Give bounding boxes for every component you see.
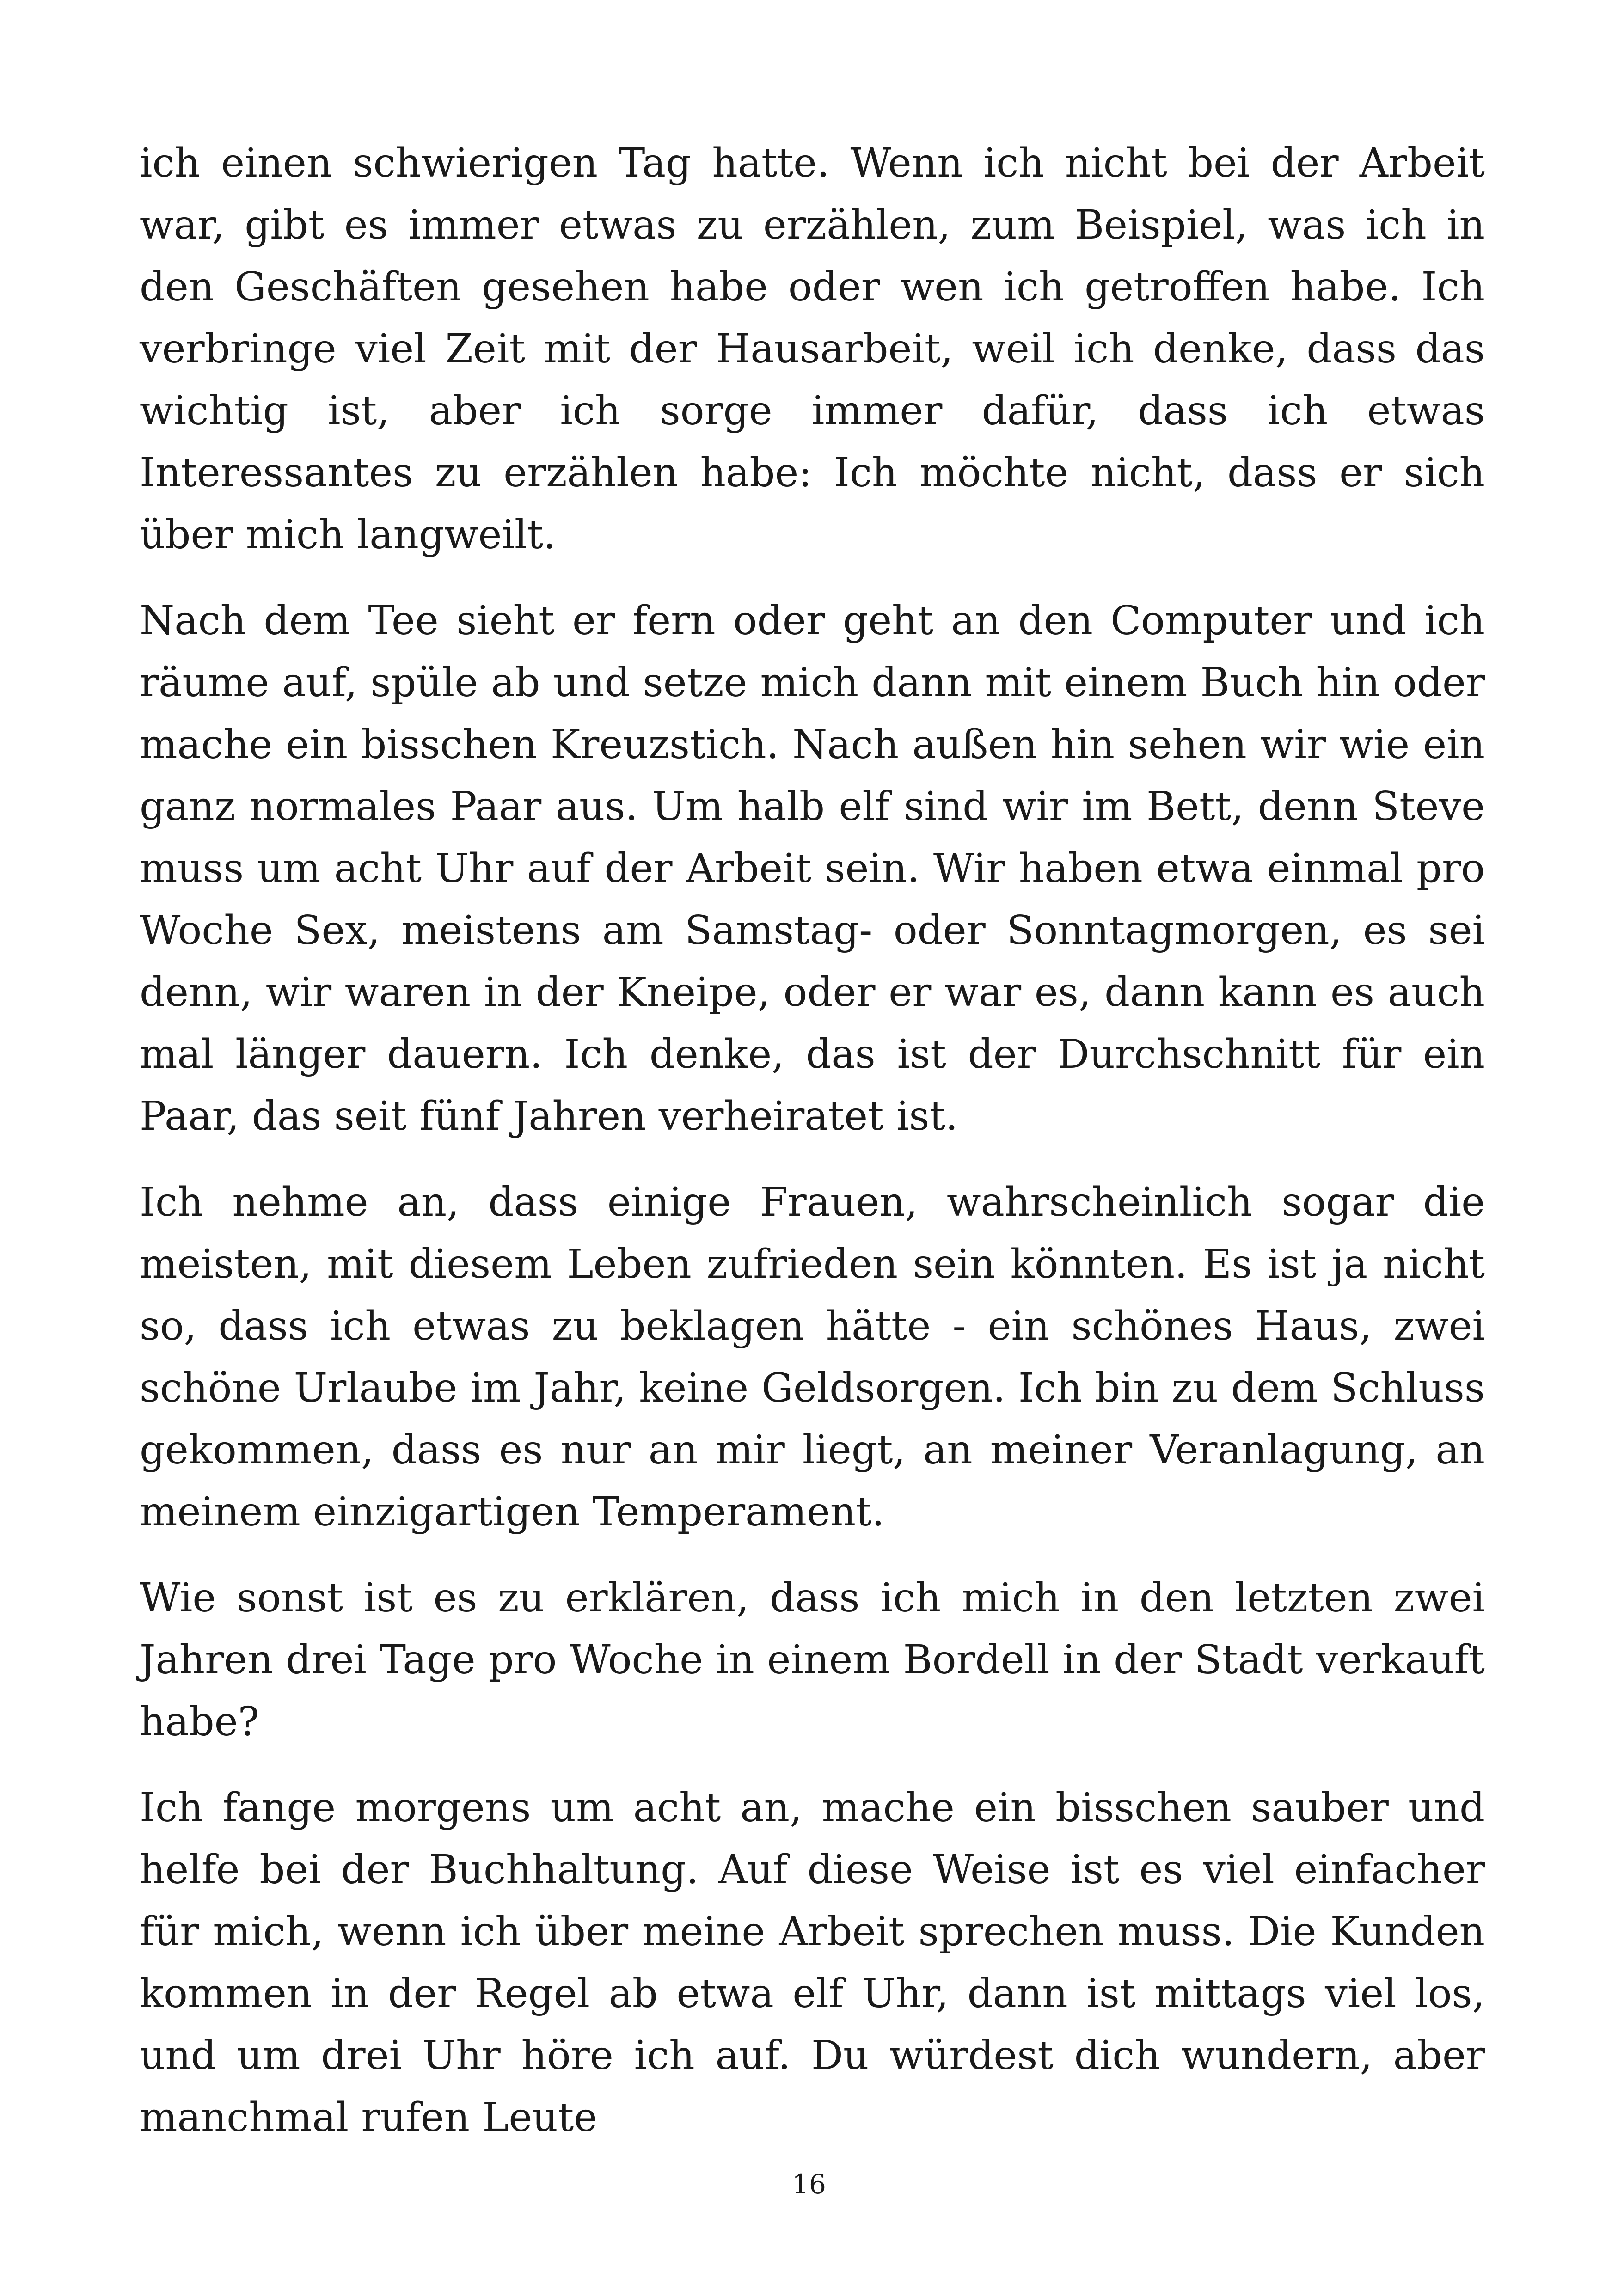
- paragraph-5: Ich fange morgens um acht an, mache ein bisschen sauber und helfe bei der Buchhaltung. Auf diese Weise ist es viel einfacher für mich, wenn ich über meine Arbeit sprechen muss. Die Kunden kommen in der Regel ab etwa elf Uhr, dann ist mittags viel los, und um drei Uhr höre ich auf. Du würdest dich wundern, aber manchmal rufen Leute: [140, 1785, 1485, 2141]
- paragraph-1: ich einen schwierigen Tag hatte. Wenn ich nicht bei der Arbeit war, gibt es immer etwas zu erzählen, zum Beispiel, was ich in den Geschäften gesehen habe oder wen ich getroffen habe. Ich verbringe viel Zeit mit der Hausarbeit, weil ich denke, dass das wichtig ist, aber ich sorge immer dafür, dass ich etwas Interessantes zu erzählen habe: Ich möchte nicht, dass er sich über mich langweilt.: [140, 140, 1485, 558]
- paragraph-3: Ich nehme an, dass einige Frauen, wahrscheinlich sogar die meisten, mit diesem Leben zufrieden sein könnten. Es ist ja nicht so, dass ich etwas zu beklagen hätte - ein schönes Haus, zwei schöne Urlaube im Jahr, keine Geldsorgen. Ich bin zu dem Schluss gekommen, dass es nur an mir liegt, an meiner Veranlagung, an meinem einzigartigen Temperament.: [140, 1179, 1485, 1535]
- page-number: 16: [792, 2168, 826, 2200]
- paragraph-4: Wie sonst ist es zu erklären, dass ich mich in den letzten zwei Jahren drei Tage pro Woche in einem Bordell in der Stadt verkauft habe?: [140, 1575, 1485, 1745]
- body-text: [140, 132, 1485, 2173]
- paragraph-2: Nach dem Tee sieht er fern oder geht an den Computer und ich räume auf, spüle ab und setze mich dann mit einem Buch hin oder mache ein bisschen Kreuzstich. Nach außen hin sehen wir wie ein ganz normales Paar aus. Um halb elf sind wir im Bett, denn Steve muss um acht Uhr auf der Arbeit sein. Wir haben etwa einmal pro Woche Sex, meistens am Samstag- oder Sonntagmorgen, es sei denn, wir waren in der Kneipe, oder er war es, dann kann es auch mal länger dauern. Ich denke, das ist der Durchschnitt für ein Paar, das seit fünf Jahren verheiratet ist.: [140, 598, 1485, 1139]
